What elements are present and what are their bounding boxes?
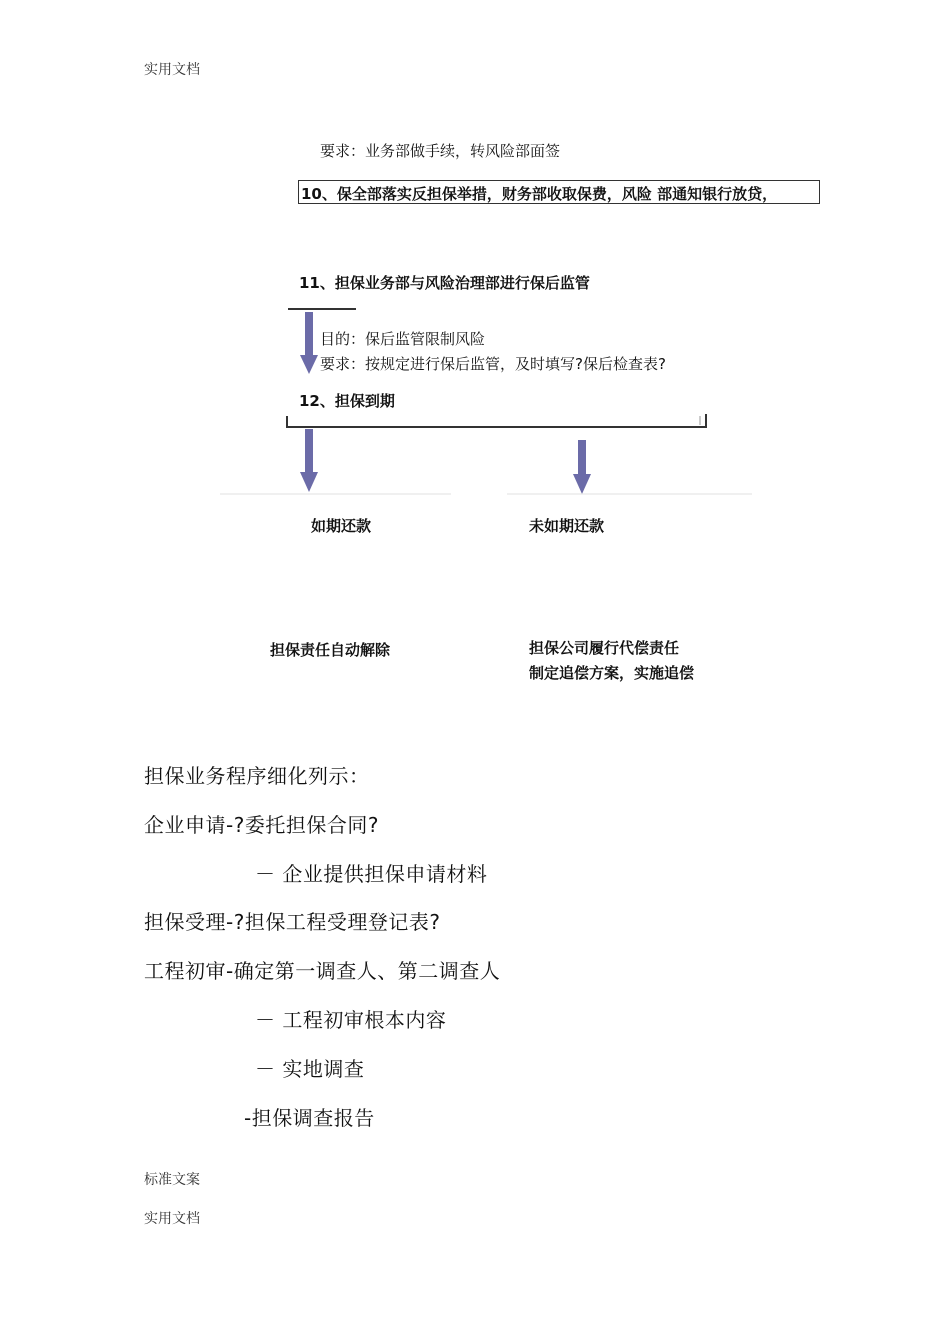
arrow-left-head	[300, 472, 318, 492]
step12-title: 12、担保到期	[299, 392, 395, 410]
arrow-right-shaft	[578, 440, 586, 476]
result-left: 担保责任自动解除	[270, 641, 391, 659]
step11-purpose: 目的：保后监管限制风险	[320, 330, 486, 348]
list-item-6: － 实地调查	[255, 1057, 365, 1081]
list-title: 担保业务程序细化列示：	[144, 764, 370, 788]
step9-requirement: 要求：业务部做手续，转风险部面签	[320, 142, 561, 160]
arrow-11-shaft	[305, 312, 313, 357]
arrow-right-head	[573, 474, 591, 494]
result-right-line2: 制定追偿方案，实施追偿	[529, 664, 695, 682]
next-page-header: 实用文档	[144, 1211, 200, 1227]
footer-label: 标准文案	[144, 1172, 200, 1188]
branch-right-label: 未如期还款	[529, 517, 605, 535]
list-item-5: － 工程初审根本内容	[255, 1008, 447, 1032]
step11-title: 11、担保业务部与风险治理部进行保后监管	[299, 274, 590, 292]
page-header: 实用文档	[144, 62, 200, 78]
arrow-11-head	[300, 355, 318, 374]
branch-left-label: 如期还款	[311, 517, 372, 535]
result-right-line1: 担保公司履行代偿责任	[529, 639, 680, 657]
list-item-2: － 企业提供担保申请材料	[255, 862, 488, 886]
step10-text: 10、保全部落实反担保举措，财务部收取保费，风险 部通知银行放贷，	[301, 185, 778, 203]
list-item-1: 企业申请-?委托担保合同?	[144, 813, 379, 837]
list-item-7: -担保调查报告	[244, 1106, 375, 1130]
arrow-left-shaft	[305, 429, 313, 474]
list-item-3: 担保受理-?担保工程受理登记表?	[144, 910, 441, 934]
step11-requirement: 要求：按规定进行保后监管，及时填写?保后检查表?	[320, 355, 666, 373]
list-item-4: 工程初审-确定第一调查人、第二调查人	[144, 959, 501, 983]
